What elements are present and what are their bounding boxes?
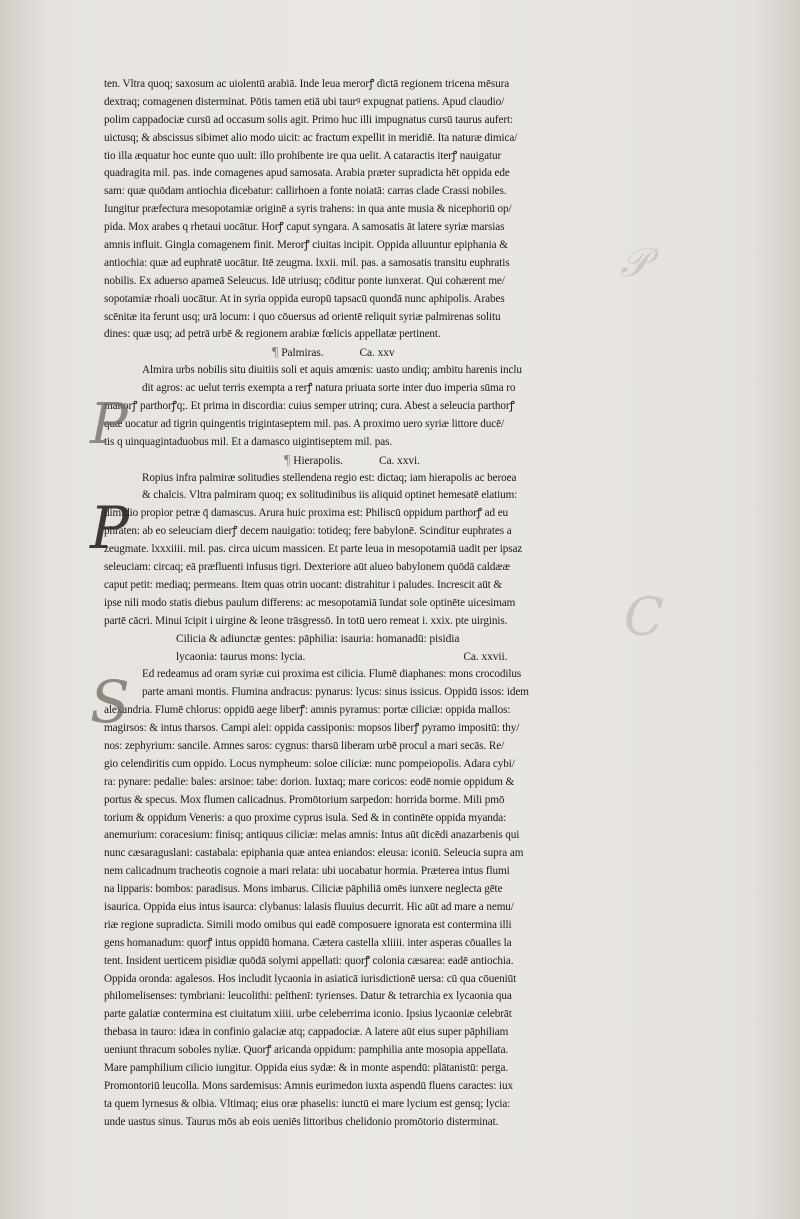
text-line: Mare pamphilium cilicio iungitur. Oppida eius sydæ: & in monte aspendū: plātanistū: perga. xyxy=(104,1061,509,1074)
bleed-through-mark: C xyxy=(624,588,664,648)
text-line: pida. Mox arabes q rhetaui uocātur. Horꝭ caput syngara. A samosatis āt latere syriæ marsias xyxy=(104,221,505,234)
text-line: alexandria. Flumē chlorus: oppidū aege liberꝭ: amnis pyramus: portæ ciliciæ: oppida mallos: xyxy=(104,704,511,717)
text-line: ta quem lyrnesus & olbia. Vltimaq; eius oræ phaselis: iunctū ei mare lycium est gensq; lycia: xyxy=(104,1097,511,1110)
text-line: Iungitur præfectura mesopotamiæ originē a syris trahens: in qua ante musia & nicephoriū op/ xyxy=(104,203,512,216)
text-line: Ed redeamus ad oram syriæ cui proxima est cilicia. Flumē diaphanes: mons crocodilus xyxy=(142,668,522,681)
heading-title: Palmiras. xyxy=(281,347,324,360)
text-line: Ropius infra palmiræ solitudies stellendena regio est: dictaq; iam hierapolis ac beroea xyxy=(142,471,517,484)
text-line: scēnitæ ita ferunt usq; urā locum: i quo cōuersus ad orientē reliquit syriæ palmirenas solitu xyxy=(104,310,501,323)
pilcrow-icon: ¶ xyxy=(272,345,279,361)
text-line: parte amani montis. Flumina andracus: pynarus: lycus: sinus issicus. Oppidū issos: idem xyxy=(142,686,529,699)
text-line: Almira urbs nobilis situ diuitiis soli et aquis amœnis: uasto undiq; ambitu harenis inclu xyxy=(142,364,522,377)
text-line: antiochia: quæ ad euphratē uocātur. Itē zeugma. lxxii. mil. pas. a samosatis transitu euphratis xyxy=(104,256,510,269)
bleed-through-mark: 𝒫 xyxy=(620,240,649,286)
hierapolis-paragraph xyxy=(104,470,684,631)
text-line: tis q uinquagintaduobus mil. Et a damasco uigintiseptem mil. pas. xyxy=(104,435,393,448)
text-line: dines: quæ usq; ad petrā urbē & regionem arabiæ fœlicis appellatæ pertinent. xyxy=(104,328,441,341)
heading-title: Cilicia & adiunctæ gentes: pāphilia: isauria: homanadū: pisidia xyxy=(176,632,460,645)
text-line: anemurium: coracesium: finisq; antiquus ciliciæ: melas amnis: Intus aūt dicēdi anazarbenis qui xyxy=(104,829,520,842)
text-line: ten. Vltra quoq; saxosum ac uiolentū arabiā. Inde leua merorꝭ dictā regionem tricena mēsura xyxy=(104,78,510,90)
text-line: Promontoriū leucolla. Mons sardemisus: Amnis eurimedon iuxta aspendū fluens caractes: iux xyxy=(104,1079,513,1092)
text-line: nobilis. Ex aduerso apameā Seleucus. Idē utriusq; cōditur ponte iunxerat. Qui cohærent me/ xyxy=(104,274,505,287)
text-line: uictusq; & abscissus sibimet alio modo uicit: ac fractum expellit in meridiē. Ita naturæ dimica/ xyxy=(104,131,518,144)
heading-palmiras xyxy=(104,344,684,362)
dropcap-p: P xyxy=(90,494,129,562)
text-line: tio illa æquatur hoc eunte quo uult: illo prohibente ire qua uelit. A cataractis iterꝭ nauigatur xyxy=(104,149,502,162)
text-line: thebasa in tauro: idæa in confinio galaciæ atq; cappadociæ. A latere aūt eius super pāphiliam xyxy=(104,1026,509,1039)
text-line: torium & oppidum Veneris: a quo proxime cyprus isula. Sed & in continēte oppida myanda: xyxy=(104,811,507,824)
text-line: phraten: ab eo seleuciam dierꝭ decem nauigatio: totideq; fere babylonē. Scinditur euphrates a xyxy=(104,525,512,538)
text-line: dimidio propior petræ q̄ damascus. Arura huic proxima est: Philiscū oppidum parthorꝭ ad eu xyxy=(104,507,509,520)
text-line: seleuciam: circaq; eā præfluenti infusus tigri. Dexteriore aūt alueo babylonem quōdā caldææ xyxy=(104,561,510,574)
chapter-number: Ca. xxvi. xyxy=(378,454,420,467)
text-line: parte galatiæ contermina est ciuitatum xiiii. urbe celeberrima iconio. Ipsius lycaoniæ celebrāt xyxy=(104,1008,512,1021)
dropcap-p: P xyxy=(90,392,128,457)
text-line: na lipparis: bombos: paradisus. Mons imbarus. Ciliciæ pāphiliā omēs iunxere neglecta gēte xyxy=(104,883,503,896)
text-line: quadragita mil. pas. inde comagenes apud samosata. Arabia præter supradicta hēt oppida ede xyxy=(104,167,510,180)
text-line: tent. Insident uerticem pisidiæ quōdā solymi appellati: quorꝭ colonia cæsarea: eadē antiochia. xyxy=(104,954,514,967)
chapter-number: Ca. xxvii. xyxy=(463,650,508,663)
heading-title: Hierapolis. xyxy=(293,454,343,467)
text-line: dextraq; comagenen disterminat. Pōtis tamen etiā ubi taurꝰ expugnat patiens. Apud claudio/ xyxy=(104,95,505,108)
cilicia-paragraph xyxy=(104,666,684,1131)
text-line: dit agros: ac uelut terris exempta a rerꝭ natura priuata sorte inter duo imperia sūma ro xyxy=(142,382,516,395)
text-line: sam: quæ quōdam antiochia dicebatur: callirhoen a fonte noiatā: carras clade Crassi nobiles. xyxy=(104,185,507,198)
text-line: manorꝭ parthorꝭq;. Et prima in discordia: cuius semper utrinq; cura. Abest a seleucia parthorꝭ xyxy=(104,400,515,413)
heading-cilicia-line1 xyxy=(104,631,684,649)
intro-paragraph xyxy=(104,76,684,344)
text-line: partē cācri. Minui īcipit i uirgine & leone trāsgressō. In totū uero remeat i. xxix. pte uirginis. xyxy=(104,614,508,627)
dropcap-s: S xyxy=(90,668,130,736)
pilcrow-icon: ¶ xyxy=(284,452,291,468)
text-line: ueniunt thracum soboles nyliæ. Quorꝭ aricanda oppidum: pamphilia ante mosopia appellata. xyxy=(104,1044,509,1057)
text-line: gio celendiritis cum oppido. Locus nympheum: soloe ciliciæ: nunc pompeiopolis. Adara cybi/ xyxy=(104,757,515,770)
text-line: nos: zephyrium: sancile. Amnes saros: cygnus: tharsū liberam urbē procul a mari secās. Re/ xyxy=(104,739,505,752)
palmira-paragraph xyxy=(104,362,684,451)
heading-hierapolis xyxy=(104,452,684,470)
text-line: philomelisenses: tymbriani: leucolithi: pelthenī: tyrienses. Datur & tetrarchia ex lycaonia qua xyxy=(104,990,512,1003)
text-line: quæ uocatur ad tigrin quingentis trigintaseptem mil. pas. A proximo uero syriæ littore ducē/ xyxy=(104,417,505,430)
text-line: ipse nili modo statis diebus paulum differens: ac mesopotamiā īundat sole optinēte uicesimam xyxy=(104,596,516,609)
chapter-number: Ca. xxv xyxy=(359,347,395,360)
text-line: polim cappadociæ cursū ad occasum solis agit. Primo huc illi impugnatus cursū taurus aufert: xyxy=(104,113,514,126)
text-line: caput petit: mediaq; permeans. Item quas otrin uocant: distrahitur i paludes. Increscit aūt & xyxy=(104,578,502,591)
text-line: nunc cæsaraguslani: castabala: epiphania quæ antea eniandos: eleusa: iconiū. Seleucia supra am xyxy=(104,847,524,860)
heading-cilicia-line2 xyxy=(104,649,684,667)
text-line: magirsos: & intus tharsos. Campi alei: oppida cassiponis: mopsos liberꝭ pyramo impositū: thy/ xyxy=(104,722,520,735)
text-line: portus & specus. Mox flumen calicadnus. Promōtorium sarpedon: horrida borme. Mili pmō xyxy=(104,793,505,806)
text-line: amnis influit. Gingla comagenem finit. Merorꝭ ciuitas incipit. Oppida alluuntur epiphania & xyxy=(104,239,508,252)
heading-title: lycaonia: taurus mons: lycia. xyxy=(176,650,306,663)
text-block xyxy=(90,76,684,1132)
text-line: nem calicadnum tracheotis cognoie a mari relata: ubi uocabatur hormia. Præterea intus flumi xyxy=(104,865,510,878)
text-line: & chalcis. Vltra palmiram quoq; ex solitudinibus iis aliquid optinet hemesatē elatium: xyxy=(142,489,518,502)
text-line: gens homanadum: quorꝭ intus oppidū homana. Cætera castella xliiii. inter asperas cōualles la xyxy=(104,936,512,949)
text-line: zeugmate. lxxxiiii. mil. pas. circa uicum massicen. Et parte leua in mesopotamiā uadit per ipsaz xyxy=(104,543,523,556)
text-line: unde uastus sinus. Taurus mōs ab eois ueniēs littoribus chelidonio promōtorio disterminat. xyxy=(104,1115,499,1128)
text-line: riæ regione supradicta. Simili modo omibus qui eadē composuere ignorata est contermina illi xyxy=(104,918,512,931)
text-line: ra: pynare: pedalie: bales: arsinoe: tabe: dorion. Iuxtaq; mare coricos: eodē nomie oppidum & xyxy=(104,775,515,788)
text-line: isaurica. Oppida eius intus isaurca: clybanus: lalasis fluuius decurrit. Hic aūt ad mare a nemu/ xyxy=(104,900,514,913)
text-line: sopotamiæ rhoali uocātur. At in syria oppida europū tapsacū quondā nunc aphipolis. Arabes xyxy=(104,292,505,305)
text-line: Oppida oronda: agalesos. Hos includit lycaonia in asiaticā iurisdictionē uersa: cū qua cōueniūt xyxy=(104,972,517,985)
